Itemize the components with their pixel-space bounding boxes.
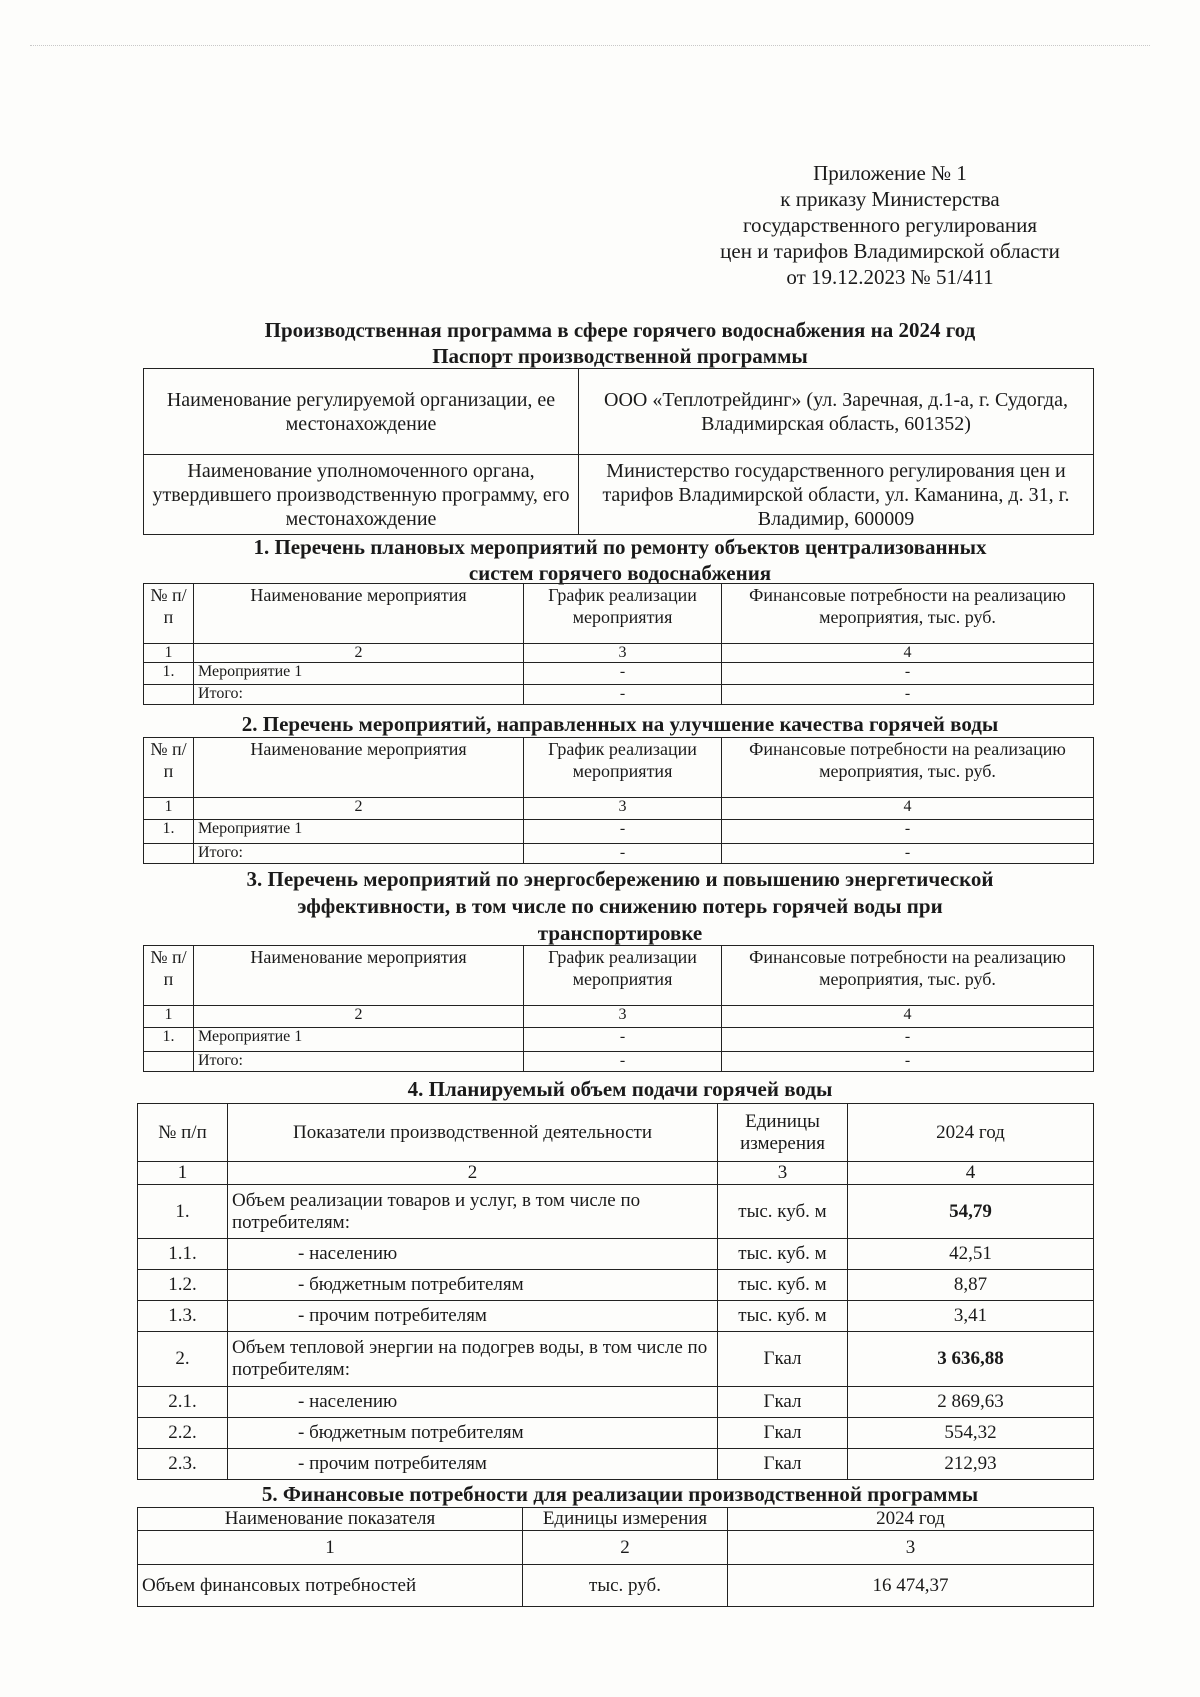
header-year: 2024 год bbox=[728, 1508, 1094, 1531]
col-number-1: 1 bbox=[144, 644, 194, 663]
row-finance: - bbox=[722, 820, 1094, 844]
total-finance: - bbox=[722, 1052, 1094, 1072]
table-header-row bbox=[138, 1508, 1094, 1531]
column-number-row bbox=[144, 1006, 1094, 1028]
total-row bbox=[144, 844, 1094, 864]
table-header-row bbox=[144, 738, 1094, 798]
row-num: 1.2. bbox=[138, 1270, 228, 1301]
row-value: 3 636,88 bbox=[848, 1332, 1094, 1387]
table-header-row bbox=[144, 584, 1094, 644]
col-number-3: 3 bbox=[524, 1006, 722, 1028]
col-number-2: 2 bbox=[194, 798, 524, 820]
row-indicator: - прочим потребителям bbox=[228, 1301, 718, 1332]
table-row bbox=[138, 1301, 1094, 1332]
total-finance: - bbox=[722, 685, 1094, 705]
row-num: 2. bbox=[138, 1332, 228, 1387]
header-event-name: Наименование мероприятия bbox=[194, 946, 524, 1006]
row-num: 1. bbox=[144, 663, 194, 685]
section-3-table bbox=[143, 945, 1094, 1072]
row-unit: Гкал bbox=[718, 1332, 848, 1387]
row-unit: Гкал bbox=[718, 1449, 848, 1480]
annex-line-2: к приказу Министерства bbox=[780, 187, 1000, 211]
col-number-4: 4 bbox=[848, 1162, 1094, 1185]
section-4-title: 4. Планируемый объем подачи горячей воды bbox=[407, 1077, 833, 1101]
table-row bbox=[138, 1418, 1094, 1449]
header-finance: Финансовые потребности на реализацию мероприятия, тыс. руб. bbox=[722, 584, 1094, 644]
total-row bbox=[144, 685, 1094, 705]
total-label: Итого: bbox=[194, 685, 524, 705]
table-row bbox=[138, 1332, 1094, 1387]
section-2-title: 2. Перечень мероприятий, направленных на улучшение качества горячей воды bbox=[241, 712, 999, 736]
col-number-1: 1 bbox=[138, 1531, 523, 1565]
column-number-row bbox=[138, 1162, 1094, 1185]
total-num bbox=[144, 844, 194, 864]
document-title: Производственная программа в сфере горячего водоснабжения на 2024 год bbox=[264, 318, 976, 342]
row-indicator: - прочим потребителям bbox=[228, 1449, 718, 1480]
passport-authority-label: Наименование уполномоченного органа, утвердившего производственную программу, его местонахождение bbox=[144, 455, 579, 535]
col-number-4: 4 bbox=[722, 798, 1094, 820]
section-1-table bbox=[143, 583, 1094, 705]
column-number-row bbox=[138, 1531, 1094, 1565]
col-number-3: 3 bbox=[728, 1531, 1094, 1565]
annex-block bbox=[700, 160, 1080, 290]
col-number-4: 4 bbox=[722, 644, 1094, 663]
passport-org-label: Наименование регулируемой организации, ее местонахождение bbox=[144, 369, 579, 455]
row-num: 1.3. bbox=[138, 1301, 228, 1332]
total-num bbox=[144, 1052, 194, 1072]
table-row bbox=[138, 1270, 1094, 1301]
row-finance: - bbox=[722, 663, 1094, 685]
row-indicator: Объем тепловой энергии на подогрев воды, в том числе по потребителям: bbox=[228, 1332, 718, 1387]
row-num: 2.3. bbox=[138, 1449, 228, 1480]
annex-line-4: цен и тарифов Владимирской области bbox=[720, 239, 1060, 263]
col-number-1: 1 bbox=[144, 798, 194, 820]
section-3-title-line-1: 3. Перечень мероприятий по энергосбережению и повышению энергетической bbox=[246, 867, 994, 891]
row-value: 554,32 bbox=[848, 1418, 1094, 1449]
row-unit: тыс. куб. м bbox=[718, 1301, 848, 1332]
row-schedule: - bbox=[524, 1028, 722, 1052]
row-indicator: - бюджетным потребителям bbox=[228, 1270, 718, 1301]
col-number-3: 3 bbox=[718, 1162, 848, 1185]
row-indicator: - населению bbox=[228, 1239, 718, 1270]
passport-table bbox=[143, 368, 1094, 535]
annex-line-3: государственного регулирования bbox=[742, 213, 1038, 237]
row-unit: тыс. куб. м bbox=[718, 1239, 848, 1270]
total-row bbox=[144, 1052, 1094, 1072]
table-row bbox=[144, 663, 1094, 685]
annex-line-1: Приложение № 1 bbox=[813, 161, 967, 185]
table-row bbox=[138, 1449, 1094, 1480]
col-number-2: 2 bbox=[194, 1006, 524, 1028]
row-unit: тыс. руб. bbox=[523, 1565, 728, 1607]
section-1-title-line-1: 1. Перечень плановых мероприятий по ремонту объектов централизованных bbox=[253, 535, 987, 559]
row-schedule: - bbox=[524, 820, 722, 844]
header-num: № п/п bbox=[138, 1104, 228, 1162]
header-schedule: График реализации мероприятия bbox=[524, 738, 722, 798]
passport-org-value: ООО «Теплотрейдинг» (ул. Заречная, д.1-а, г. Судогда, Владимирская область, 601352) bbox=[579, 369, 1094, 455]
row-event-name: Мероприятие 1 bbox=[194, 663, 524, 685]
header-indicator: Показатели производственной деятельности bbox=[228, 1104, 718, 1162]
row-value: 2 869,63 bbox=[848, 1387, 1094, 1418]
col-number-2: 2 bbox=[194, 644, 524, 663]
row-num: 1. bbox=[144, 820, 194, 844]
row-finance: - bbox=[722, 1028, 1094, 1052]
row-num: 1. bbox=[138, 1185, 228, 1239]
passport-row-authority bbox=[144, 455, 1094, 535]
col-number-2: 2 bbox=[523, 1531, 728, 1565]
table-row bbox=[138, 1387, 1094, 1418]
column-number-row bbox=[144, 644, 1094, 663]
passport-row-organization bbox=[144, 369, 1094, 455]
row-num: 2.1. bbox=[138, 1387, 228, 1418]
passport-title: Паспорт производственной программы bbox=[432, 344, 808, 368]
total-schedule: - bbox=[524, 1052, 722, 1072]
col-number-2: 2 bbox=[228, 1162, 718, 1185]
section-3-title-line-2: эффективности, в том числе по снижению потерь горячей воды при bbox=[297, 894, 943, 918]
section-5-table bbox=[137, 1507, 1094, 1607]
col-number-3: 3 bbox=[524, 644, 722, 663]
row-value: 16 474,37 bbox=[728, 1565, 1094, 1607]
header-schedule: График реализации мероприятия bbox=[524, 584, 722, 644]
col-number-4: 4 bbox=[722, 1006, 1094, 1028]
scan-artifact-line bbox=[30, 45, 1150, 46]
header-unit: Единицы измерения bbox=[523, 1508, 728, 1531]
table-row bbox=[138, 1185, 1094, 1239]
total-schedule: - bbox=[524, 844, 722, 864]
table-row bbox=[144, 820, 1094, 844]
table-header-row bbox=[144, 946, 1094, 1006]
col-number-1: 1 bbox=[144, 1006, 194, 1028]
row-indicator-name: Объем финансовых потребностей bbox=[138, 1565, 523, 1607]
header-unit: Единицы измерения bbox=[718, 1104, 848, 1162]
table-row bbox=[138, 1239, 1094, 1270]
row-num: 1.1. bbox=[138, 1239, 228, 1270]
header-finance: Финансовые потребности на реализацию мероприятия, тыс. руб. bbox=[722, 946, 1094, 1006]
row-value: 212,93 bbox=[848, 1449, 1094, 1480]
header-finance: Финансовые потребности на реализацию мероприятия, тыс. руб. bbox=[722, 738, 1094, 798]
section-1-title-line-2: систем горячего водоснабжения bbox=[468, 561, 772, 585]
total-finance: - bbox=[722, 844, 1094, 864]
total-label: Итого: bbox=[194, 1052, 524, 1072]
header-schedule: График реализации мероприятия bbox=[524, 946, 722, 1006]
col-number-1: 1 bbox=[138, 1162, 228, 1185]
total-schedule: - bbox=[524, 685, 722, 705]
row-indicator: - населению bbox=[228, 1387, 718, 1418]
row-value: 3,41 bbox=[848, 1301, 1094, 1332]
row-value: 8,87 bbox=[848, 1270, 1094, 1301]
annex-line-5: от 19.12.2023 № 51/411 bbox=[786, 265, 994, 289]
row-schedule: - bbox=[524, 663, 722, 685]
section-3-title-line-3: транспортировке bbox=[537, 921, 703, 945]
row-unit: тыс. куб. м bbox=[718, 1185, 848, 1239]
passport-authority-value: Министерство государственного регулирования цен и тарифов Владимирской области, ул. Каманина, д. 31, г. Владимир, 600009 bbox=[579, 455, 1094, 535]
col-number-3: 3 bbox=[524, 798, 722, 820]
row-indicator: - бюджетным потребителям bbox=[228, 1418, 718, 1449]
row-unit: тыс. куб. м bbox=[718, 1270, 848, 1301]
section-2-table bbox=[143, 737, 1094, 864]
table-row bbox=[144, 1028, 1094, 1052]
header-num: № п/п bbox=[144, 738, 194, 798]
header-indicator-name: Наименование показателя bbox=[138, 1508, 523, 1531]
row-num: 2.2. bbox=[138, 1418, 228, 1449]
header-num: № п/п bbox=[144, 946, 194, 1006]
row-event-name: Мероприятие 1 bbox=[194, 820, 524, 844]
column-number-row bbox=[144, 798, 1094, 820]
section-4-table bbox=[137, 1103, 1094, 1480]
row-event-name: Мероприятие 1 bbox=[194, 1028, 524, 1052]
header-num: № п/п bbox=[144, 584, 194, 644]
total-label: Итого: bbox=[194, 844, 524, 864]
section-5-title: 5. Финансовые потребности для реализации производственной программы bbox=[261, 1482, 979, 1506]
row-value: 54,79 bbox=[848, 1185, 1094, 1239]
header-event-name: Наименование мероприятия bbox=[194, 738, 524, 798]
header-year: 2024 год bbox=[848, 1104, 1094, 1162]
header-event-name: Наименование мероприятия bbox=[194, 584, 524, 644]
table-header-row bbox=[138, 1104, 1094, 1162]
row-indicator: Объем реализации товаров и услуг, в том числе по потребителям: bbox=[228, 1185, 718, 1239]
row-unit: Гкал bbox=[718, 1387, 848, 1418]
total-num bbox=[144, 685, 194, 705]
table-row bbox=[138, 1565, 1094, 1607]
row-value: 42,51 bbox=[848, 1239, 1094, 1270]
row-unit: Гкал bbox=[718, 1418, 848, 1449]
row-num: 1. bbox=[144, 1028, 194, 1052]
